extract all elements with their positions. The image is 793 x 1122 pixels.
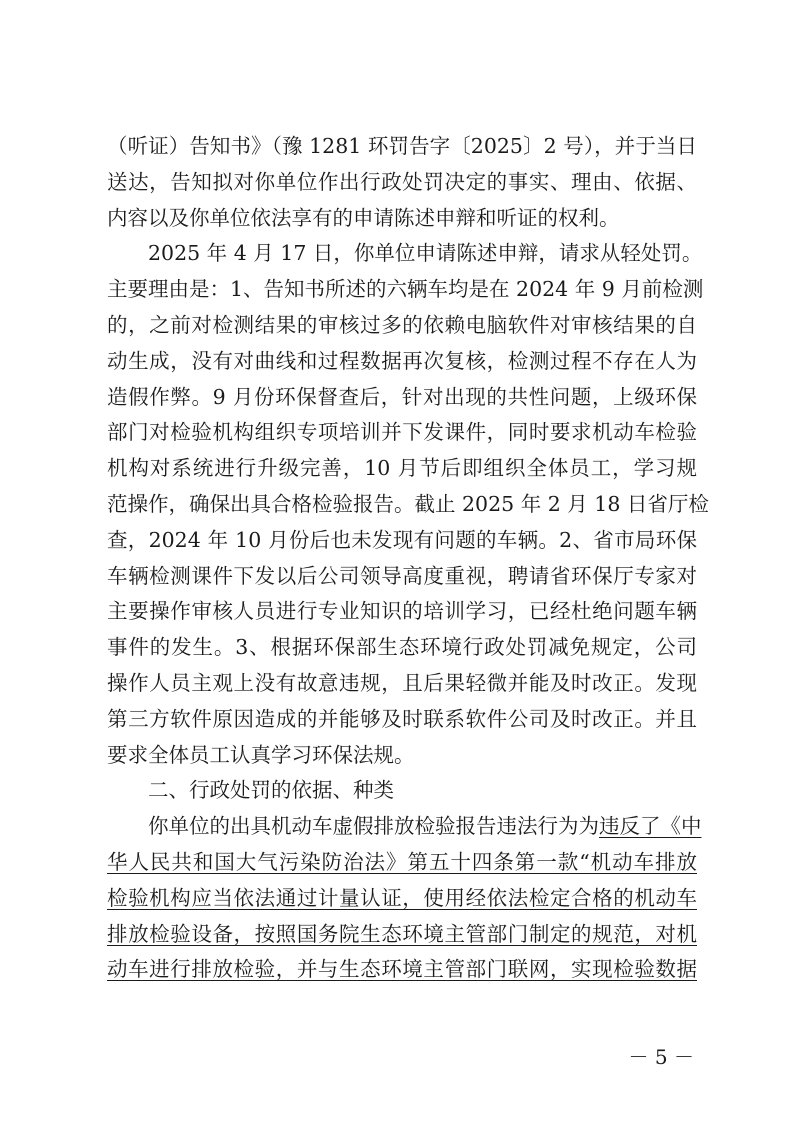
text-line <box>107 919 697 949</box>
text-segment: 二、行政处罚的依据、种类 <box>148 778 394 803</box>
text-line <box>148 811 702 841</box>
text-segment: 部门对检验机构组织专项培训并下发课件，同时要求机动车检验 <box>107 420 697 445</box>
text-segment: 要求全体员工认真学习环保法规。 <box>107 742 415 767</box>
text-line <box>107 131 697 161</box>
text-segment: 机构对系统进行升级完善，10 月节后即组织全体员工，学习规 <box>107 456 697 481</box>
text-line <box>107 740 697 770</box>
text-segment: 你单位的出具机动车虚假排放检验报告违法行为为 <box>148 814 599 839</box>
underlined-segment: 华人民共和国大气污染防治法》第五十四条第一款“机动车排放 <box>107 850 697 874</box>
text-line <box>107 203 697 233</box>
text-line <box>107 847 697 877</box>
text-line <box>107 310 697 340</box>
text-line <box>107 596 697 626</box>
text-segment: 造假作弊。9 月份环保督查后，针对出现的共性问题，上级环保 <box>107 384 697 409</box>
text-line <box>107 668 697 698</box>
text-segment: 范操作，确保出具合格检验报告。截止 2025 年 2 月 18 日省厅检 <box>107 492 709 516</box>
text-line <box>107 453 697 483</box>
text-line <box>107 346 697 376</box>
page-number: － 5 － <box>628 1045 694 1069</box>
text-line <box>107 274 704 304</box>
text-line <box>107 382 697 412</box>
text-line <box>107 167 697 197</box>
underlined-segment: 动车进行排放检验，并与生态环境主管部门联网，实现检验数据 <box>107 957 697 982</box>
text-segment: （听证）告知书》（豫 1281 环罚告字〔2025〕2 号），并于当日 <box>107 134 697 158</box>
underlined-segment: 检验机构应当依法通过计量认证，使用经依法检定合格的机动车 <box>107 885 697 910</box>
text-line <box>107 704 697 734</box>
text-segment: 动生成，没有对曲线和过程数据再次复核，检测过程不存在人为 <box>107 348 697 373</box>
text-segment: 查，2024 年 10 月份后也未发现有问题的车辆。2、省市局环保 <box>107 527 697 552</box>
text-line <box>107 417 697 447</box>
text-line <box>107 489 709 519</box>
text-segment: 事件的发生。3、根据环保部生态环境行政处罚减免规定，公司 <box>107 635 697 660</box>
underlined-segment: 违反了《中 <box>599 814 702 839</box>
text-segment: 主要理由是：1、告知书所述的六辆车均是在 2024 年 9 月前检测 <box>107 277 704 302</box>
text-segment: 的，之前对检测结果的审核过多的依赖电脑软件对审核结果的自 <box>107 313 697 337</box>
text-line <box>107 883 697 913</box>
text-segment: 第三方软件原因造成的并能够及时联系软件公司及时改正。并且 <box>107 706 697 731</box>
text-line <box>107 525 697 555</box>
text-segment: 操作人员主观上没有故意违规，且后果轻微并能及时改正。发现 <box>107 671 697 695</box>
text-line <box>148 238 703 268</box>
underlined-segment: 排放检验设备，按照国务院生态环境主管部门制定的规范，对机 <box>107 921 697 946</box>
text-line <box>107 561 697 591</box>
text-segment: 车辆检测课件下发以后公司领导高度重视，聘请省环保厅专家对 <box>107 563 697 588</box>
text-segment: 内容以及你单位依法享有的申请陈述申辩和听证的权利。 <box>107 205 620 230</box>
text-segment: 2025 年 4 月 17 日，你单位申请陈述申辩，请求从轻处罚。 <box>148 241 703 266</box>
text-line <box>148 775 697 805</box>
text-segment: 主要操作审核人员进行专业知识的培训学习，已经杜绝问题车辆 <box>107 599 697 624</box>
text-line <box>107 632 697 662</box>
text-line <box>107 954 697 984</box>
text-segment: 送达，告知拟对你单位作出行政处罚决定的事实、理由、依据、 <box>107 169 697 194</box>
